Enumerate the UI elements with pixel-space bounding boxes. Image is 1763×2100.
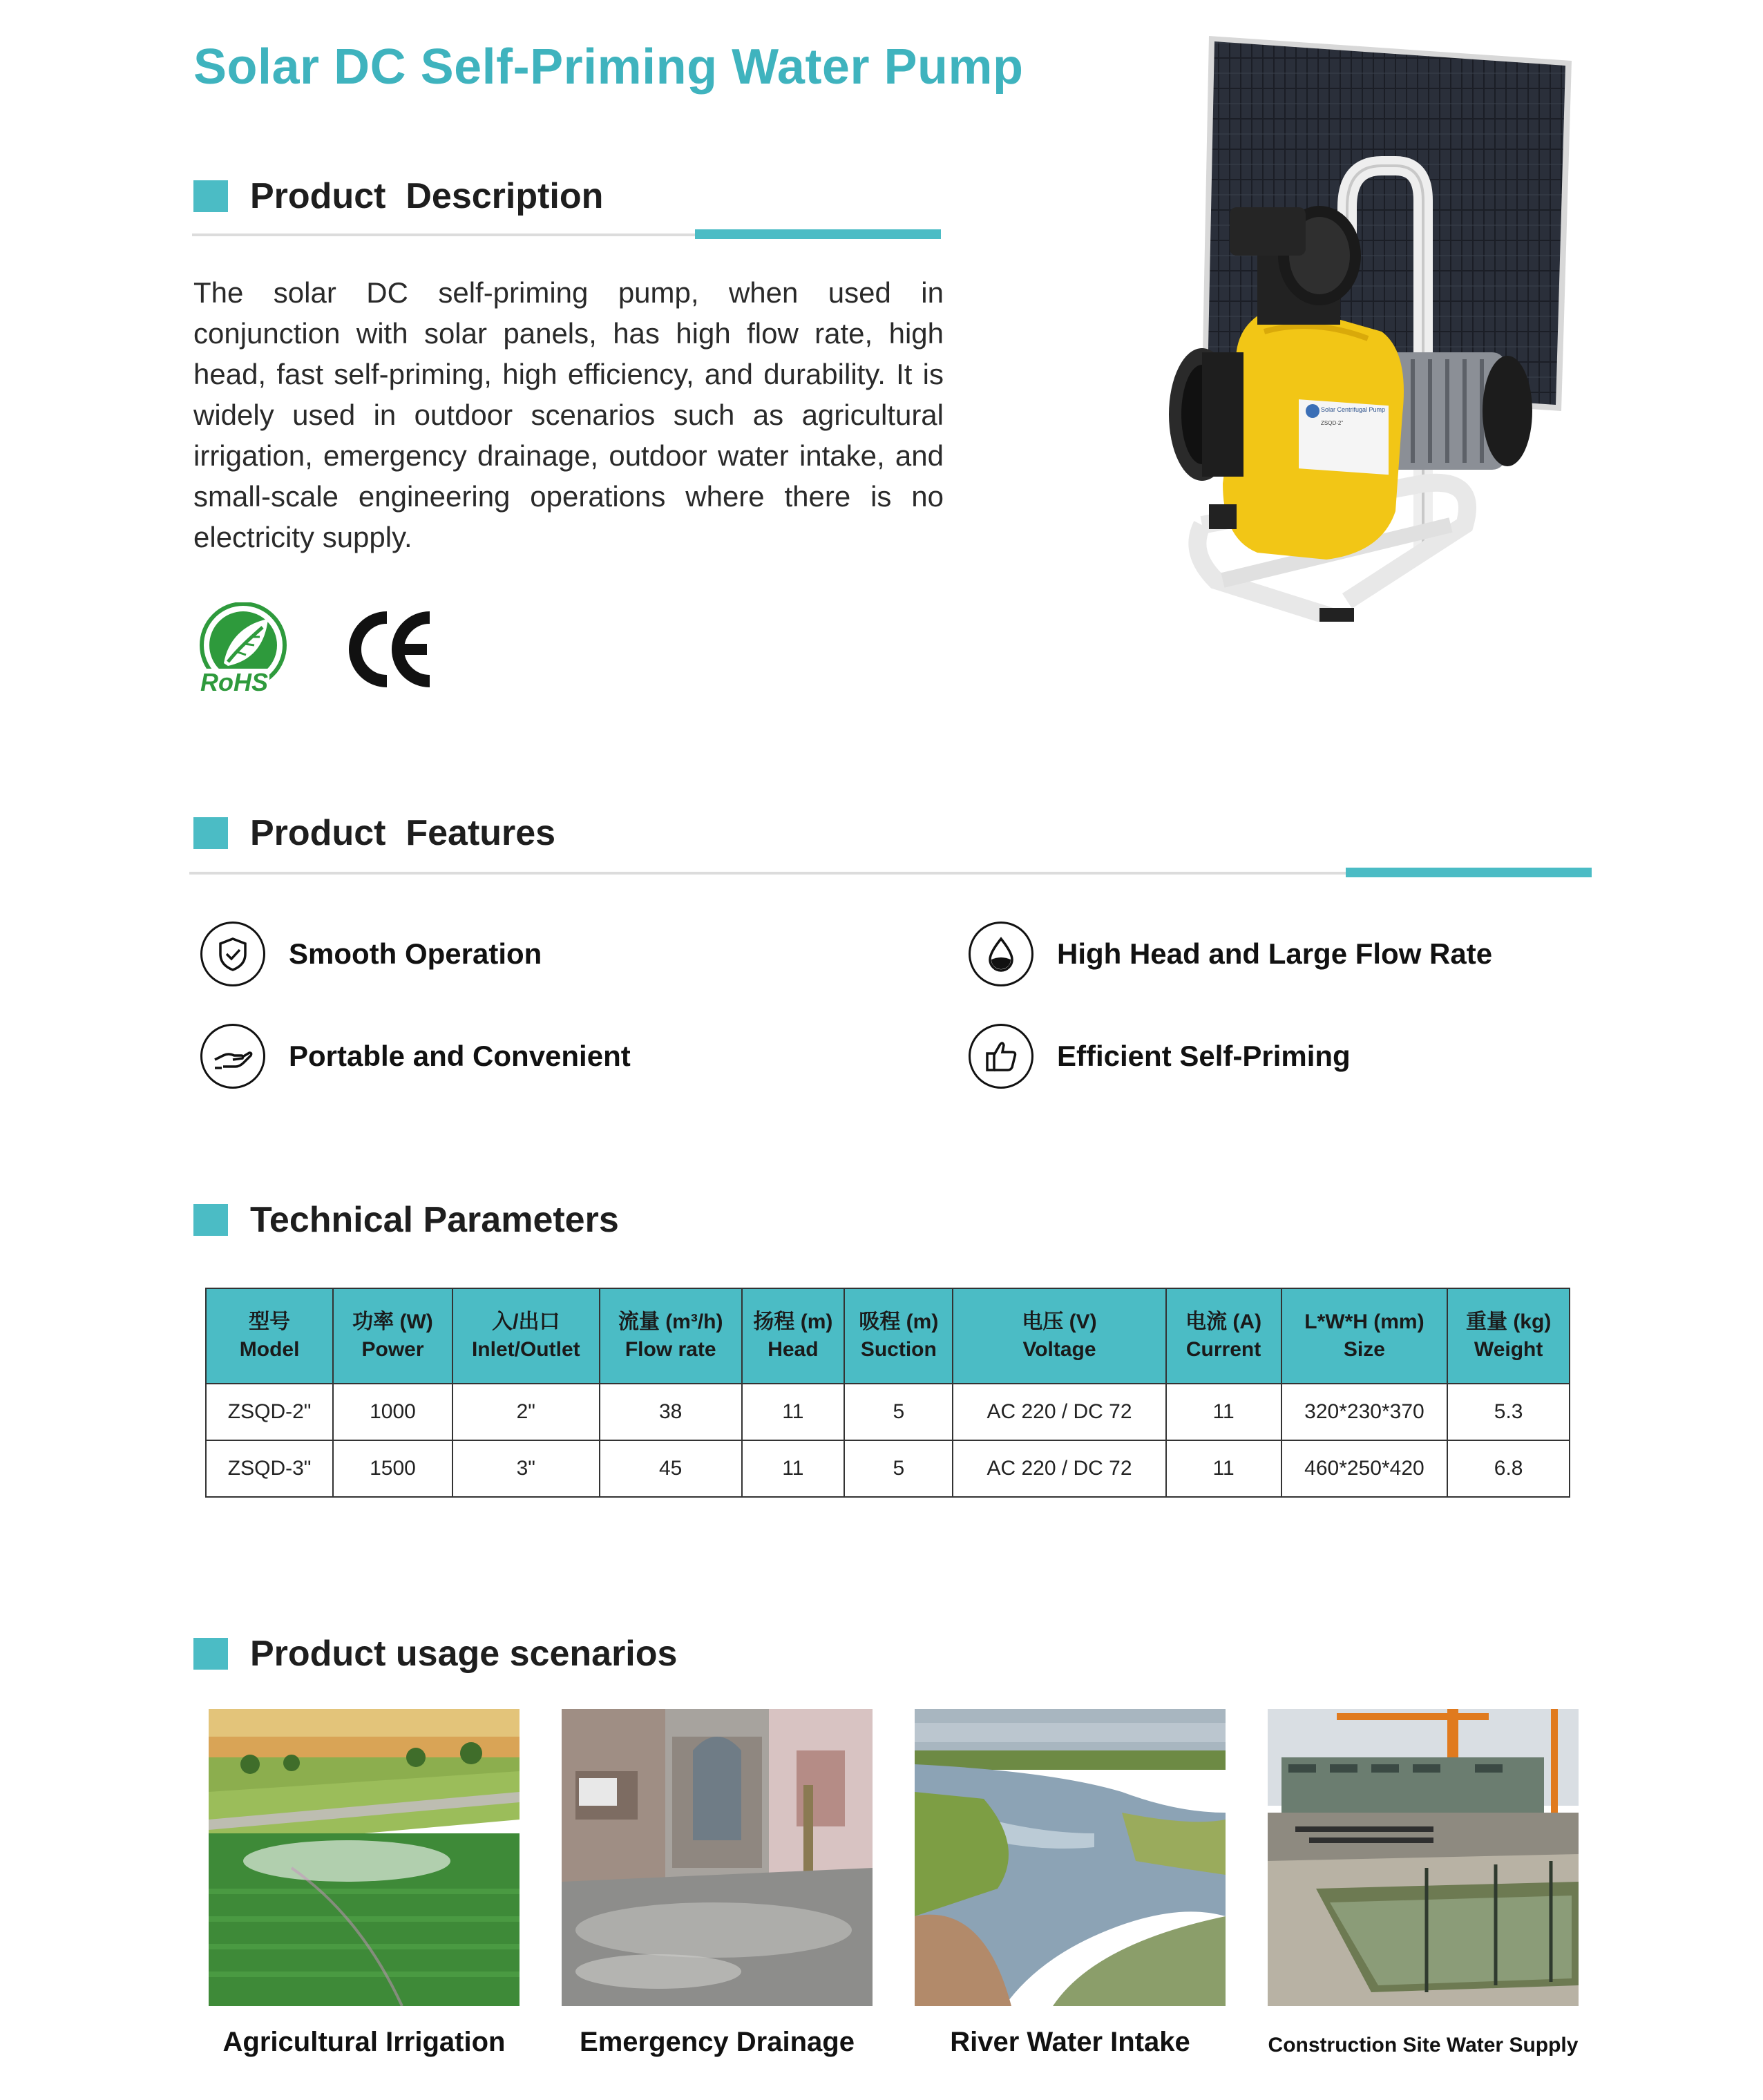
feature-label: Efficient Self-Priming	[1057, 1040, 1351, 1072]
section-divider	[189, 872, 1347, 875]
table-row	[206, 1384, 1570, 1440]
section-marker	[193, 180, 228, 212]
section-title: Product Description	[250, 176, 604, 216]
shield-check-icon	[200, 922, 265, 986]
feature-high-head	[969, 922, 1492, 986]
header-voltage: 电压 (V) Voltage	[953, 1288, 1165, 1384]
page-title: Solar DC Self-Priming Water Pump	[193, 39, 1024, 95]
table-cell: 11	[1166, 1440, 1281, 1497]
feature-portable	[200, 1024, 631, 1089]
table-cell: ZSQD-2"	[206, 1384, 333, 1440]
hand-icon	[200, 1024, 265, 1089]
header-model: 型号 Model	[206, 1288, 333, 1384]
ce-mark	[345, 608, 435, 691]
section-marker	[193, 817, 228, 849]
table-cell: 5	[844, 1440, 953, 1497]
table-cell: 3"	[452, 1440, 600, 1497]
section-title: Product Features	[250, 813, 556, 853]
scenario-image-drainage	[562, 1709, 873, 2006]
table-row	[206, 1440, 1570, 1497]
section-divider-accent	[695, 229, 941, 239]
table-cell: 11	[1166, 1384, 1281, 1440]
scenario-image-construction	[1268, 1709, 1579, 2006]
section-divider	[192, 233, 696, 236]
parameters-table	[205, 1288, 1570, 1498]
rohs-logo	[196, 602, 294, 698]
product-image	[1119, 28, 1603, 622]
header-head: 扬程 (m) Head	[742, 1288, 845, 1384]
feature-label: Smooth Operation	[289, 937, 542, 970]
scenario-image-irrigation	[209, 1709, 520, 2006]
table-cell: 5.3	[1447, 1384, 1570, 1440]
pump-label-brand: Solar Centrifugal Pump	[1321, 406, 1386, 413]
section-divider-accent	[1346, 868, 1592, 877]
scenario-image-river	[915, 1709, 1226, 2006]
table-cell: AC 220 / DC 72	[953, 1384, 1165, 1440]
header-suction: 吸程 (m) Suction	[844, 1288, 953, 1384]
section-heading-scenarios	[193, 1633, 677, 1674]
table-cell: AC 220 / DC 72	[953, 1440, 1165, 1497]
table-cell: 6.8	[1447, 1440, 1570, 1497]
feature-self-priming	[969, 1024, 1351, 1089]
table-header-row	[206, 1288, 1570, 1384]
table-cell: 38	[600, 1384, 742, 1440]
table-cell: 11	[742, 1440, 845, 1497]
table-cell: 460*250*420	[1281, 1440, 1448, 1497]
table-cell: 2"	[452, 1384, 600, 1440]
table-cell: 1000	[333, 1384, 452, 1440]
scenario-caption: Emergency Drainage	[580, 2027, 855, 2057]
section-heading-features	[193, 812, 555, 854]
table-cell: 5	[844, 1384, 953, 1440]
section-heading-technical	[193, 1199, 619, 1241]
thumbs-up-icon	[969, 1024, 1033, 1089]
table-cell: 11	[742, 1384, 845, 1440]
section-title: Product usage scenarios	[250, 1634, 678, 1674]
table-cell: 45	[600, 1440, 742, 1497]
rohs-text: RoHS	[200, 668, 268, 696]
feature-smooth-operation	[200, 922, 542, 986]
feature-label: Portable and Convenient	[289, 1040, 631, 1072]
header-current: 电流 (A) Current	[1166, 1288, 1281, 1384]
section-title: Technical Parameters	[250, 1200, 619, 1240]
header-weight: 重量 (kg) Weight	[1447, 1288, 1570, 1384]
scenario-caption: Construction Site Water Supply	[1268, 2034, 1579, 2056]
water-drop-icon	[969, 922, 1033, 986]
section-marker	[193, 1638, 228, 1670]
header-flow-rate: 流量 (m³/h) Flow rate	[600, 1288, 742, 1384]
header-power: 功率 (W) Power	[333, 1288, 452, 1384]
scenario-caption: Agricultural Irrigation	[222, 2027, 506, 2057]
section-heading-description	[193, 175, 603, 217]
table-cell: ZSQD-3"	[206, 1440, 333, 1497]
feature-label: High Head and Large Flow Rate	[1057, 937, 1493, 970]
table-cell: 1500	[333, 1440, 452, 1497]
table-cell: 320*230*370	[1281, 1384, 1448, 1440]
scenario-caption: River Water Intake	[950, 2027, 1190, 2057]
pump-label-model: ZSQD-2"	[1321, 420, 1344, 426]
description-text: The solar DC self-priming pump, when used in conjunction with solar panels, has high flow rate, high head, fast self-priming, high efficiency, and durability. It is widely used in outdoor scenarios such as agricultural irrigation, emergency drainage, outdoor water intake, and small-scale engineering operations where there is no electricity supply.	[193, 276, 944, 553]
header-size: L*W*H (mm) Size	[1281, 1288, 1448, 1384]
header-inlet-outlet: 入/出口 Inlet/Outlet	[452, 1288, 600, 1384]
section-marker	[193, 1204, 228, 1236]
